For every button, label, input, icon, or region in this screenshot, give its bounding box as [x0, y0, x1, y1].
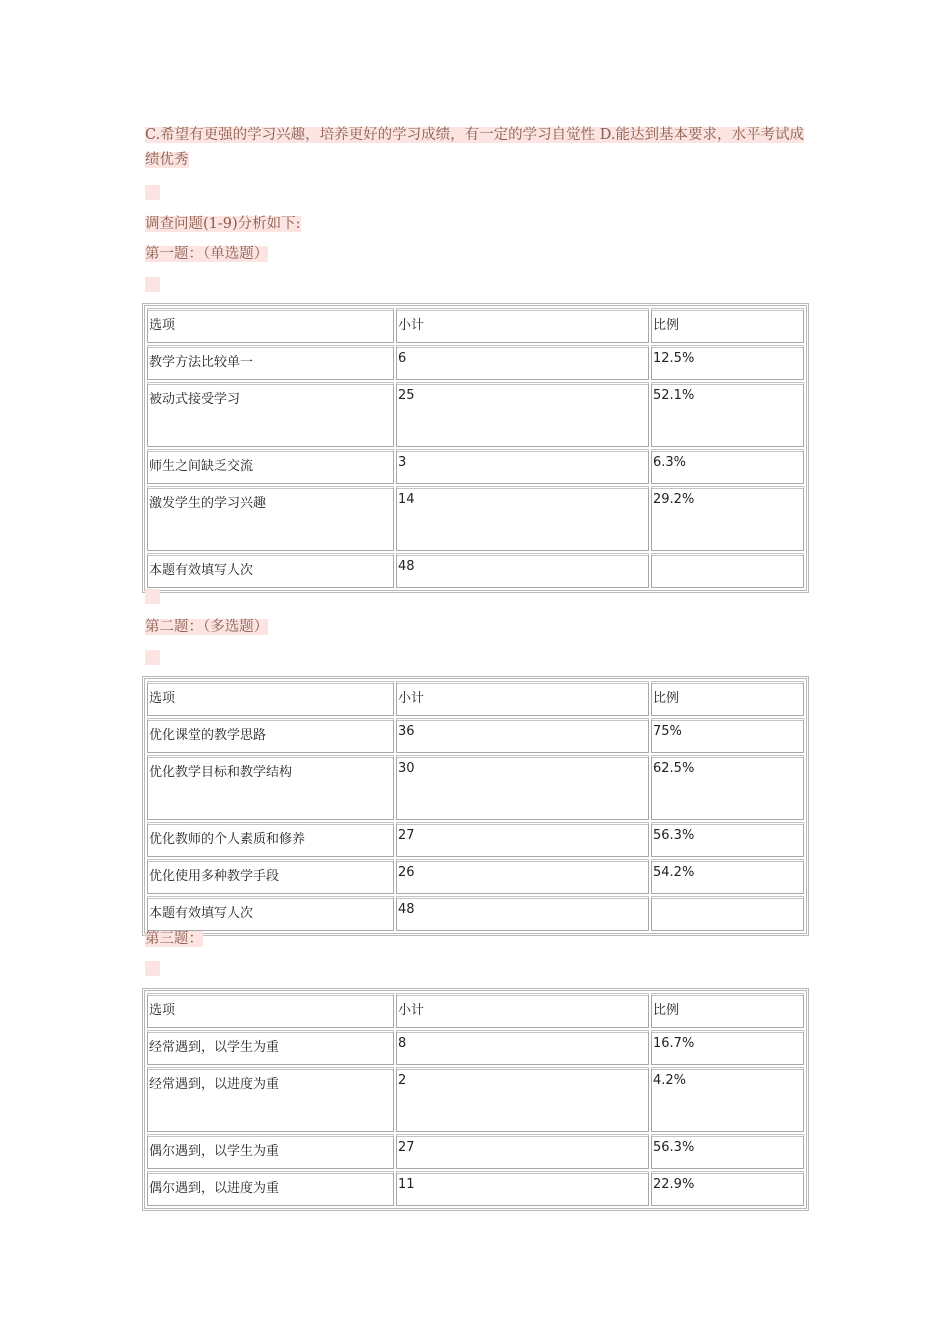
table-row: [147, 1030, 804, 1065]
table-row: [147, 449, 804, 484]
option-cell: 偶尔遇到，以进度为重: [147, 1171, 394, 1206]
q1-table: [142, 303, 809, 593]
table-row: [147, 755, 804, 820]
count-cell: 36: [396, 718, 649, 753]
analysis-heading: [145, 212, 301, 237]
header-option: 选项: [147, 308, 394, 343]
blank-placeholder: [145, 185, 160, 200]
table-row: [147, 345, 804, 380]
option-cell: 优化教师的个人素质和修养: [147, 822, 394, 857]
ratio-cell: 54.2%: [651, 859, 804, 894]
table-row-total: [147, 553, 804, 588]
option-cell: 优化使用多种教学手段: [147, 859, 394, 894]
ratio-cell: 6.3%: [651, 449, 804, 484]
header-count: 小计: [396, 308, 649, 343]
count-cell: 25: [396, 382, 649, 447]
q3-title: [145, 927, 203, 952]
header-ratio: 比例: [651, 681, 804, 716]
count-cell: 8: [396, 1030, 649, 1065]
q3-table: [142, 988, 809, 1211]
ratio-cell: 22.9%: [651, 1171, 804, 1206]
option-cell: 被动式接受学习: [147, 382, 394, 447]
count-cell: 2: [396, 1067, 649, 1132]
header-option: 选项: [147, 993, 394, 1028]
option-cell: 优化教学目标和教学结构: [147, 755, 394, 820]
blank-placeholder: [145, 961, 160, 976]
table-row: [147, 382, 804, 447]
intro-paragraph: [145, 123, 810, 173]
option-cell: 师生之间缺乏交流: [147, 449, 394, 484]
table-row: [147, 486, 804, 551]
intro-text: C.希望有更强的学习兴趣，培养更好的学习成绩，有一定的学习自觉性 D.能达到基本要求，水平考试成绩优秀: [145, 127, 805, 168]
table-row: [147, 718, 804, 753]
count-cell: 27: [396, 822, 649, 857]
table-header-row: [147, 308, 804, 343]
header-option: 选项: [147, 681, 394, 716]
q1-title: [145, 242, 268, 267]
ratio-cell: 52.1%: [651, 382, 804, 447]
table-row: [147, 859, 804, 894]
option-cell: 教学方法比较单一: [147, 345, 394, 380]
blank-placeholder: [145, 650, 160, 665]
q2-title: [145, 615, 268, 640]
option-cell: 优化课堂的教学思路: [147, 718, 394, 753]
analysis-heading-text: 调查问题(1-9)分析如下:: [145, 216, 301, 232]
header-ratio: 比例: [651, 308, 804, 343]
count-cell: 48: [396, 553, 649, 588]
table-row-total: [147, 896, 804, 931]
ratio-cell: 16.7%: [651, 1030, 804, 1065]
option-cell: 本题有效填写人次: [147, 896, 394, 931]
q2-table: [142, 676, 809, 936]
count-cell: 26: [396, 859, 649, 894]
ratio-cell: 12.5%: [651, 345, 804, 380]
q1-title-text: 第一题：（单选题）: [145, 246, 269, 262]
table-row: [147, 1067, 804, 1132]
count-cell: 11: [396, 1171, 649, 1206]
ratio-cell: [651, 896, 804, 931]
option-cell: 经常遇到，以进度为重: [147, 1067, 394, 1132]
ratio-cell: 29.2%: [651, 486, 804, 551]
table-row: [147, 822, 804, 857]
ratio-cell: 56.3%: [651, 822, 804, 857]
count-cell: 30: [396, 755, 649, 820]
header-ratio: 比例: [651, 993, 804, 1028]
option-cell: 经常遇到，以学生为重: [147, 1030, 394, 1065]
q3-title-text: 第三题：: [145, 931, 203, 947]
count-cell: 14: [396, 486, 649, 551]
count-cell: 6: [396, 345, 649, 380]
ratio-cell: 75%: [651, 718, 804, 753]
blank-placeholder: [145, 589, 160, 604]
count-cell: 3: [396, 449, 649, 484]
table-header-row: [147, 993, 804, 1028]
table-header-row: [147, 681, 804, 716]
count-cell: 48: [396, 896, 649, 931]
option-cell: 偶尔遇到，以学生为重: [147, 1134, 394, 1169]
header-count: 小计: [396, 681, 649, 716]
count-cell: 27: [396, 1134, 649, 1169]
ratio-cell: [651, 553, 804, 588]
ratio-cell: 4.2%: [651, 1067, 804, 1132]
q2-title-text: 第二题：（多选题）: [145, 619, 269, 635]
table-row: [147, 1134, 804, 1169]
blank-placeholder: [145, 277, 160, 292]
option-cell: 本题有效填写人次: [147, 553, 394, 588]
header-count: 小计: [396, 993, 649, 1028]
option-cell: 激发学生的学习兴趣: [147, 486, 394, 551]
ratio-cell: 56.3%: [651, 1134, 804, 1169]
table-row: [147, 1171, 804, 1206]
ratio-cell: 62.5%: [651, 755, 804, 820]
